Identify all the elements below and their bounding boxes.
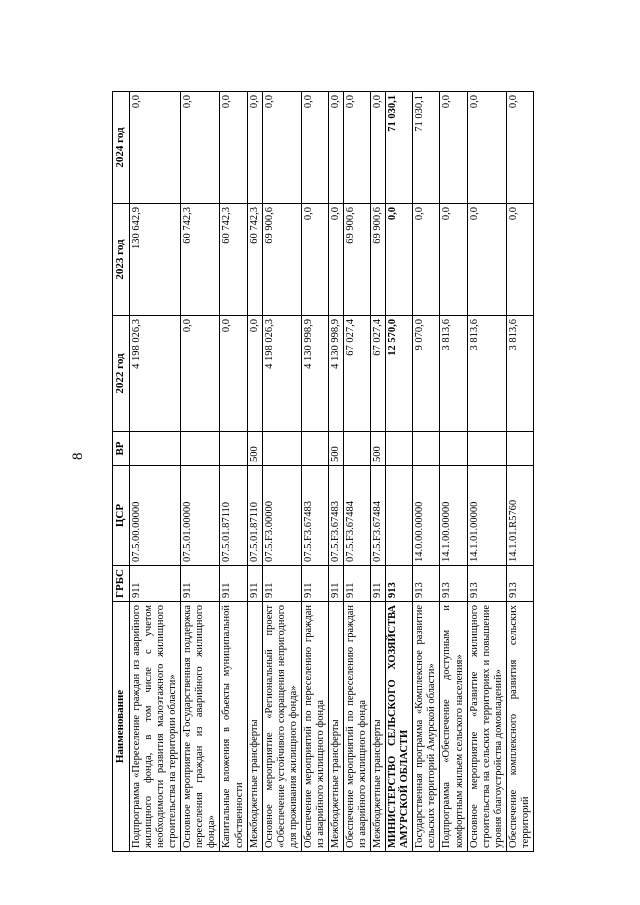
table-row xyxy=(220,92,247,852)
value-2024-cell: 0,0 xyxy=(301,92,328,204)
grbs-cell: 911 xyxy=(181,566,220,602)
value-2024-cell: 0,0 xyxy=(371,92,386,204)
name-cell: Подпрограмма «Переселение граждан из аварийного жилищного фонда, в том числе с учетом необходимости развития малоэтажного жилищного строительства на территории области» xyxy=(130,602,181,852)
vr-cell xyxy=(386,432,413,466)
value-2023-cell: 0,0 xyxy=(328,204,343,316)
csr-cell: 07.5.F3.67483 xyxy=(301,466,328,566)
value-2022-cell: 3 813,6 xyxy=(506,316,533,432)
grbs-cell: 911 xyxy=(301,566,328,602)
vr-cell xyxy=(181,432,220,466)
value-2023-cell: 0,0 xyxy=(506,204,533,316)
value-2023-cell: 130 642,9 xyxy=(130,204,181,316)
value-2022-cell: 3 813,6 xyxy=(440,316,467,432)
value-2022-cell: 4 130 998,9 xyxy=(301,316,328,432)
value-2023-cell: 60 742,3 xyxy=(181,204,220,316)
name-cell: Подпрограмма «Обеспечение доступным и комфортным жильем сельского населения» xyxy=(440,602,467,852)
value-2022-cell: 67 027,4 xyxy=(344,316,371,432)
name-cell: Основное мероприятие «Развитие жилищного строительства на сельских территориях и повышение уровня благоустройства домовладений» xyxy=(467,602,506,852)
table-row xyxy=(328,92,343,852)
table-row xyxy=(301,92,328,852)
name-cell: Основное мероприятие «Региональный проект «Обеспечение устойчивого сокращения непригодного для проживания жилищного фонда» xyxy=(262,602,301,852)
vr-cell xyxy=(467,432,506,466)
table-row xyxy=(130,92,181,852)
name-cell: Межбюджетные трансферты xyxy=(328,602,343,852)
name-cell: Межбюджетные трансферты xyxy=(247,602,262,852)
vr-cell xyxy=(220,432,247,466)
header-2023: 2023 год xyxy=(113,204,130,316)
value-2024-cell: 0,0 xyxy=(467,92,506,204)
csr-cell: 07.5.01.87110 xyxy=(247,466,262,566)
table-row xyxy=(344,92,371,852)
vr-cell: 500 xyxy=(328,432,343,466)
value-2023-cell: 0,0 xyxy=(386,204,413,316)
table-body xyxy=(130,92,534,852)
name-cell: Обеспечение мероприятий по переселению граждан из аварийного жилищного фонда xyxy=(344,602,371,852)
rotated-table-container xyxy=(112,92,540,852)
value-2024-cell: 0,0 xyxy=(130,92,181,204)
name-cell: Капитальные вложения в объекты муниципальной собственности xyxy=(220,602,247,852)
value-2024-cell: 0,0 xyxy=(247,92,262,204)
value-2022-cell: 9 070,0 xyxy=(413,316,440,432)
csr-cell: 14.1.01.00000 xyxy=(467,466,506,566)
value-2023-cell: 69 900,6 xyxy=(262,204,301,316)
value-2022-cell: 4 198 026,3 xyxy=(262,316,301,432)
table-row xyxy=(247,92,262,852)
value-2023-cell: 69 900,6 xyxy=(344,204,371,316)
table-row xyxy=(371,92,386,852)
value-2023-cell: 60 742,3 xyxy=(220,204,247,316)
grbs-cell: 911 xyxy=(328,566,343,602)
name-cell: МИНИСТЕРСТВО СЕЛЬСКОГО ХОЗЯЙСТВА АМУРСКОЙ ОБЛАСТИ xyxy=(386,602,413,852)
header-grbs: ГРБС xyxy=(113,566,130,602)
grbs-cell: 913 xyxy=(506,566,533,602)
value-2024-cell: 0,0 xyxy=(220,92,247,204)
table-row xyxy=(262,92,301,852)
budget-table xyxy=(112,91,534,852)
grbs-cell: 913 xyxy=(467,566,506,602)
table-row xyxy=(181,92,220,852)
value-2022-cell: 0,0 xyxy=(181,316,220,432)
value-2023-cell: 60 742,3 xyxy=(247,204,262,316)
header-name: Наименование xyxy=(113,602,130,852)
value-2023-cell: 0,0 xyxy=(413,204,440,316)
value-2023-cell: 0,0 xyxy=(440,204,467,316)
value-2022-cell: 0,0 xyxy=(247,316,262,432)
table-row xyxy=(467,92,506,852)
grbs-cell: 913 xyxy=(386,566,413,602)
csr-cell: 07.5.F3.00000 xyxy=(262,466,301,566)
value-2022-cell: 12 570,0 xyxy=(386,316,413,432)
vr-cell xyxy=(262,432,301,466)
grbs-cell: 913 xyxy=(440,566,467,602)
value-2024-cell: 0,0 xyxy=(506,92,533,204)
csr-cell: 14.1.00.00000 xyxy=(440,466,467,566)
name-cell: Межбюджетные трансферты xyxy=(371,602,386,852)
vr-cell xyxy=(301,432,328,466)
csr-cell: 14.0.00.00000 xyxy=(413,466,440,566)
vr-cell xyxy=(130,432,181,466)
csr-cell: 07.5.F3.67484 xyxy=(371,466,386,566)
header-2022: 2022 год xyxy=(113,316,130,432)
value-2024-cell: 0,0 xyxy=(262,92,301,204)
table-row xyxy=(440,92,467,852)
table-row xyxy=(386,92,413,852)
vr-cell: 500 xyxy=(371,432,386,466)
value-2022-cell: 0,0 xyxy=(220,316,247,432)
header-vr: ВР xyxy=(113,432,130,466)
header-2024: 2024 год xyxy=(113,92,130,204)
csr-cell: 07.5.00.00000 xyxy=(130,466,181,566)
value-2024-cell: 0,0 xyxy=(344,92,371,204)
value-2024-cell: 71 030,1 xyxy=(386,92,413,204)
name-cell: Основное мероприятие «Государственная поддержка переселения граждан из аварийного жилищного фонда» xyxy=(181,602,220,852)
value-2024-cell: 71 030,1 xyxy=(413,92,440,204)
grbs-cell: 911 xyxy=(130,566,181,602)
table-row xyxy=(506,92,533,852)
vr-cell xyxy=(506,432,533,466)
name-cell: Обеспечение мероприятий по переселению граждан из аварийного жилищного фонда xyxy=(301,602,328,852)
grbs-cell: 911 xyxy=(344,566,371,602)
value-2023-cell: 0,0 xyxy=(301,204,328,316)
value-2024-cell: 0,0 xyxy=(328,92,343,204)
vr-cell xyxy=(440,432,467,466)
value-2022-cell: 3 813,6 xyxy=(467,316,506,432)
page-number: 8 xyxy=(70,452,86,460)
table-row xyxy=(413,92,440,852)
grbs-cell: 911 xyxy=(247,566,262,602)
value-2023-cell: 0,0 xyxy=(467,204,506,316)
value-2024-cell: 0,0 xyxy=(181,92,220,204)
header-csr: ЦСР xyxy=(113,466,130,566)
csr-cell: 07.5.F3.67483 xyxy=(328,466,343,566)
vr-cell: 500 xyxy=(247,432,262,466)
name-cell: Обеспечение комплексного развития сельских территорий xyxy=(506,602,533,852)
grbs-cell: 911 xyxy=(371,566,386,602)
value-2023-cell: 69 900,6 xyxy=(371,204,386,316)
grbs-cell: 911 xyxy=(220,566,247,602)
csr-cell: 07.5.01.00000 xyxy=(181,466,220,566)
value-2022-cell: 67 027,4 xyxy=(371,316,386,432)
value-2022-cell: 4 130 998,9 xyxy=(328,316,343,432)
value-2024-cell: 0,0 xyxy=(440,92,467,204)
name-cell: Государственная программа «Комплексное развитие сельских территорий Амурской области» xyxy=(413,602,440,852)
grbs-cell: 913 xyxy=(413,566,440,602)
vr-cell xyxy=(413,432,440,466)
table-header-row xyxy=(113,92,130,852)
csr-cell: 14.1.01.R5760 xyxy=(506,466,533,566)
csr-cell: 07.5.01.87110 xyxy=(220,466,247,566)
vr-cell xyxy=(344,432,371,466)
csr-cell: 07.5.F3.67484 xyxy=(344,466,371,566)
grbs-cell: 911 xyxy=(262,566,301,602)
value-2022-cell: 4 198 026,3 xyxy=(130,316,181,432)
csr-cell xyxy=(386,466,413,566)
